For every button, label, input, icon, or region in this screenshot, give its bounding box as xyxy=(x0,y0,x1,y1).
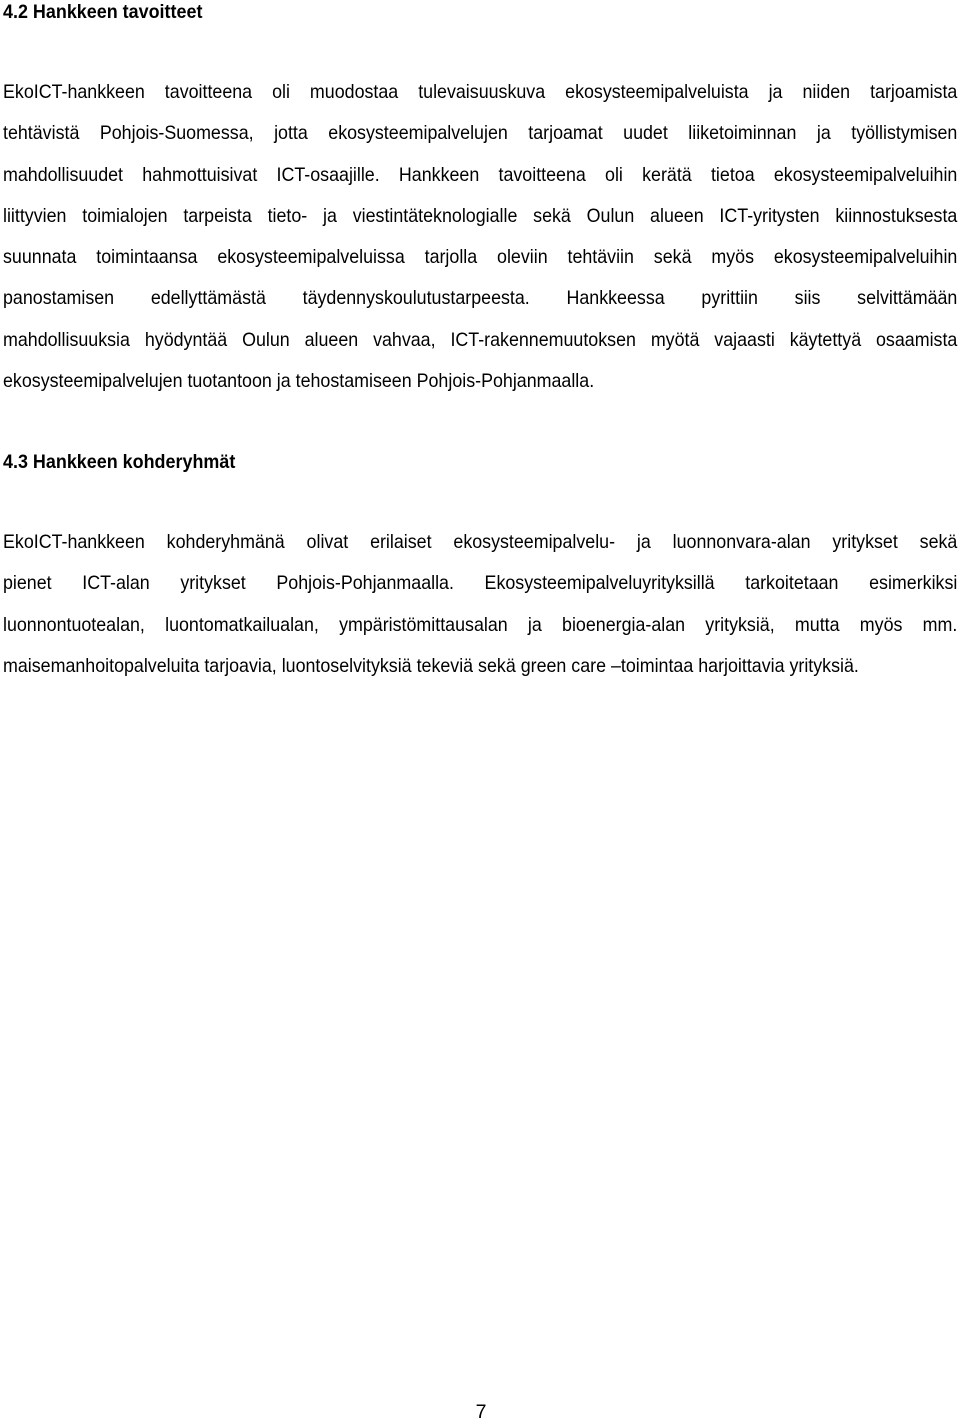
text-line: panostamisen edellyttämästä täydennyskoulutustarpeesta. Hankkeessa pyrittiin siis selvittämään xyxy=(3,287,958,310)
page-number: 7 xyxy=(475,1401,487,1423)
text-line: liittyvien toimialojen tarpeista tieto- ja viestintäteknologialle sekä Oulun alueen ICT-yritysten kiinnostuksesta xyxy=(3,204,958,227)
paragraph-goals xyxy=(3,72,957,402)
section-heading-4-2: 4.2 Hankkeen tavoitteet xyxy=(3,1,203,23)
text-line: ekosysteemipalvelujen tuotantoon ja tehostamiseen Pohjois-Pohjanmaalla. xyxy=(3,370,595,393)
text-line: tehtävistä Pohjois-Suomessa, jotta ekosysteemipalvelujen tarjoamat uudet liiketoiminnan ja työllistymisen xyxy=(3,122,958,145)
section-heading-4-3: 4.3 Hankkeen kohderyhmät xyxy=(3,451,236,473)
text-line: EkoICT-hankkeen tavoitteena oli muodostaa tulevaisuuskuva ekosysteemipalveluista ja niiden tarjoamista xyxy=(3,81,958,103)
text-line: luonnontuotealan, luontomatkailualan, ympäristömittausalan ja bioenergia-alan yrityksiä, mutta myös mm. xyxy=(3,613,958,636)
text-line: mahdollisuudet hahmottuisivat ICT-osaajille. Hankkeen tavoitteena oli kerätä tietoa ekosysteemipalveluihin xyxy=(3,163,958,186)
paragraph-target-groups xyxy=(3,522,957,687)
text-line: maisemanhoitopalveluita tarjoavia, luontoselvityksiä tekeviä sekä green care –toimintaa harjoittavia yrityksiä. xyxy=(3,654,859,677)
text-line: mahdollisuuksia hyödyntää Oulun alueen vahvaa, ICT-rakennemuutoksen myötä vajaasti käytettyä osaamista xyxy=(3,328,958,351)
text-line: suunnata toimintaansa ekosysteemipalveluissa tarjolla oleviin tehtäviin sekä myös ekosysteemipalveluihin xyxy=(3,246,958,269)
text-line: EkoICT-hankkeen kohderyhmänä olivat erilaiset ekosysteemipalvelu- ja luonnonvara-alan yritykset sekä xyxy=(3,531,958,553)
text-line: pienet ICT-alan yritykset Pohjois-Pohjanmaalla. Ekosysteemipalveluyrityksillä tarkoitetaan esimerkiksi xyxy=(3,572,958,595)
